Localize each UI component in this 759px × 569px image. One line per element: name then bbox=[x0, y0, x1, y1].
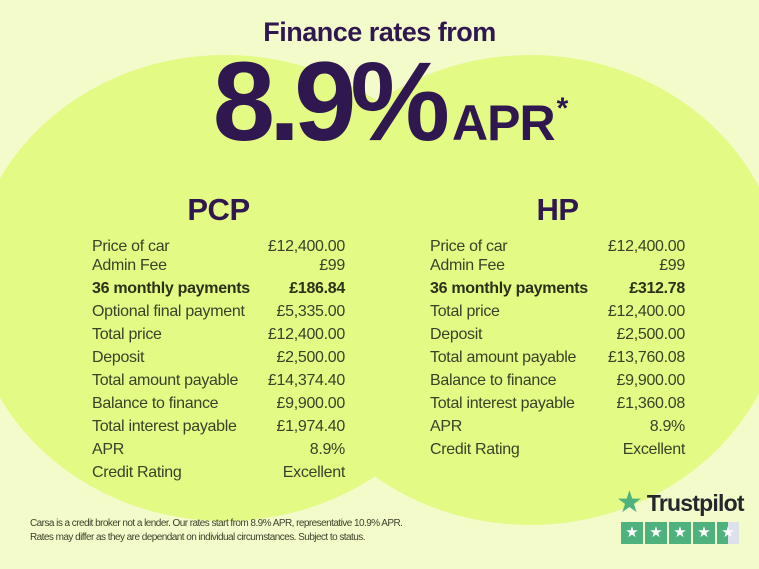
table-row bbox=[92, 279, 345, 298]
row-value: 8.9% bbox=[309, 441, 345, 458]
row-value: £14,374.40 bbox=[267, 372, 345, 389]
rate-asterisk: * bbox=[556, 92, 569, 125]
table-row bbox=[92, 394, 345, 413]
row-label: APR bbox=[92, 441, 124, 458]
row-value: Excellent bbox=[622, 441, 685, 458]
table-row bbox=[430, 371, 685, 390]
trustpilot-star-icon: ★ bbox=[616, 486, 643, 519]
table-row bbox=[92, 417, 345, 436]
row-value: £99 bbox=[659, 257, 685, 274]
row-label: Balance to finance bbox=[92, 395, 219, 412]
row-label: Admin Fee bbox=[92, 257, 167, 274]
row-label: Deposit bbox=[430, 326, 483, 343]
table-row bbox=[430, 394, 685, 413]
table-row bbox=[430, 237, 685, 256]
star-box-full-icon bbox=[693, 522, 715, 544]
row-label: Total price bbox=[92, 326, 162, 343]
row-label: Total interest payable bbox=[92, 418, 237, 435]
table-row bbox=[430, 256, 685, 275]
row-label: 36 monthly payments bbox=[92, 280, 250, 297]
trustpilot-rating-stars bbox=[621, 522, 744, 544]
row-label: Optional final payment bbox=[92, 303, 245, 320]
trustpilot-badge bbox=[616, 486, 744, 544]
table-row bbox=[92, 348, 345, 367]
row-value: Excellent bbox=[282, 464, 345, 481]
star-box-full-icon bbox=[669, 522, 691, 544]
row-value: £12,400.00 bbox=[267, 238, 345, 255]
finance-column-pcp bbox=[92, 192, 345, 482]
rate-value: 8.9% bbox=[212, 39, 444, 164]
table-row bbox=[430, 417, 685, 436]
row-label: Price of car bbox=[92, 238, 170, 255]
table-row bbox=[92, 302, 345, 321]
row-value: £2,500.00 bbox=[616, 326, 685, 343]
row-value: £9,900.00 bbox=[616, 372, 685, 389]
table-row bbox=[92, 371, 345, 390]
row-label: Credit Rating bbox=[92, 464, 182, 481]
star-icon: ★ bbox=[697, 524, 711, 541]
table-row bbox=[92, 325, 345, 344]
star-icon: ★ bbox=[721, 524, 735, 541]
row-label: Total interest payable bbox=[430, 395, 575, 412]
row-label: 36 monthly payments bbox=[430, 280, 588, 297]
row-value: £5,335.00 bbox=[276, 303, 345, 320]
table-row bbox=[430, 348, 685, 367]
disclaimer-text bbox=[30, 517, 402, 545]
star-box-full-icon bbox=[645, 522, 667, 544]
row-value: £12,400.00 bbox=[267, 326, 345, 343]
star-icon: ★ bbox=[625, 524, 639, 541]
column-title-hp: HP bbox=[536, 192, 579, 227]
row-label: Admin Fee bbox=[430, 257, 505, 274]
trustpilot-logo bbox=[616, 486, 744, 519]
table-row bbox=[92, 237, 345, 256]
row-label: Total price bbox=[430, 303, 500, 320]
rate-apr-label: APR bbox=[452, 95, 555, 151]
page-title: Finance rates from bbox=[263, 17, 496, 47]
star-box-half-icon bbox=[717, 522, 739, 544]
finance-table-pcp bbox=[92, 237, 345, 482]
headline-rate bbox=[0, 39, 759, 164]
table-row bbox=[430, 325, 685, 344]
disclaimer-line-1: Carsa is a credit broker not a lender. Our rates start from 8.9% APR, representative 10.9% APR. bbox=[30, 518, 403, 529]
row-value: £12,400.00 bbox=[607, 238, 685, 255]
row-value: £186.84 bbox=[289, 280, 345, 297]
finance-table-hp bbox=[430, 237, 685, 459]
row-label: Balance to finance bbox=[430, 372, 557, 389]
row-value: £312.78 bbox=[629, 280, 685, 297]
disclaimer-line-2: Rates may differ as they are dependant on individual circumstances. Subject to status. bbox=[30, 532, 365, 543]
row-value: £99 bbox=[319, 257, 345, 274]
table-row bbox=[92, 440, 345, 459]
star-icon: ★ bbox=[673, 524, 687, 541]
column-title-pcp: PCP bbox=[187, 192, 250, 227]
finance-column-hp bbox=[430, 192, 685, 459]
row-value: £12,400.00 bbox=[607, 303, 685, 320]
row-value: £1,974.40 bbox=[276, 418, 345, 435]
trustpilot-wordmark: Trustpilot bbox=[646, 489, 744, 516]
row-value: £13,760.08 bbox=[607, 349, 685, 366]
table-row bbox=[92, 463, 345, 482]
row-value: £1,360.08 bbox=[616, 395, 685, 412]
row-value: £9,900.00 bbox=[276, 395, 345, 412]
table-row bbox=[430, 302, 685, 321]
row-label: Total amount payable bbox=[430, 349, 577, 366]
row-label: Deposit bbox=[92, 349, 145, 366]
table-row bbox=[430, 440, 685, 459]
table-row bbox=[430, 279, 685, 298]
row-value: £2,500.00 bbox=[276, 349, 345, 366]
star-icon: ★ bbox=[649, 524, 663, 541]
row-label: APR bbox=[430, 418, 462, 435]
row-label: Price of car bbox=[430, 238, 508, 255]
row-label: Credit Rating bbox=[430, 441, 520, 458]
star-box-full-icon bbox=[621, 522, 643, 544]
row-value: 8.9% bbox=[649, 418, 685, 435]
row-label: Total amount payable bbox=[92, 372, 239, 389]
table-row bbox=[92, 256, 345, 275]
